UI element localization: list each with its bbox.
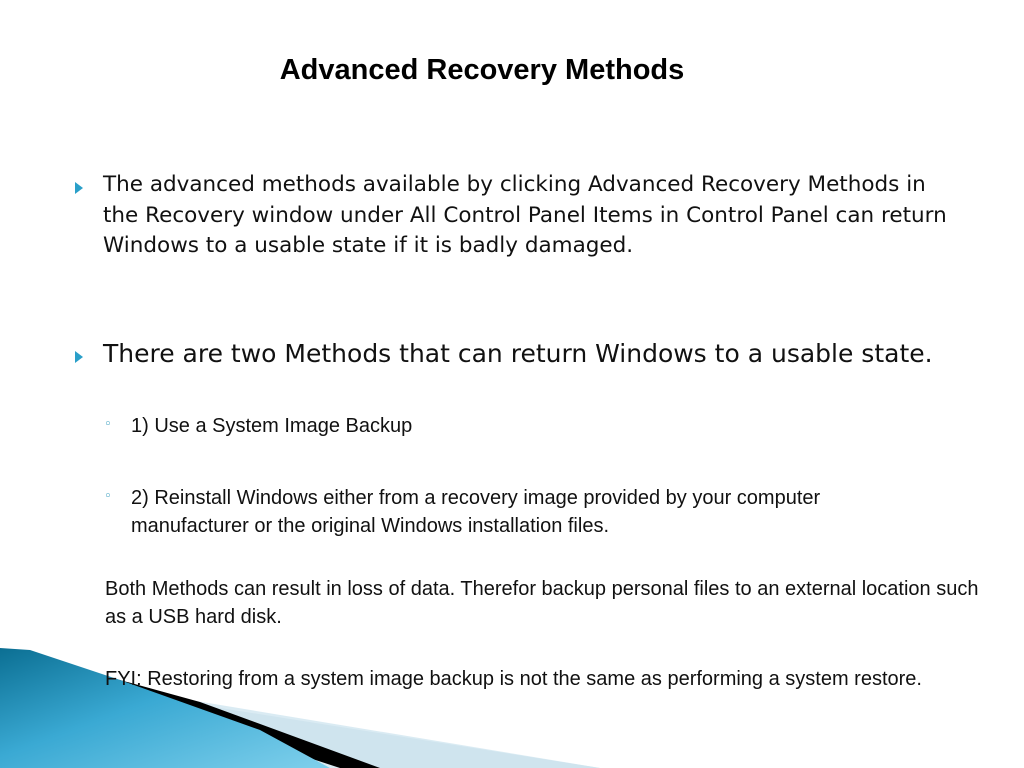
note-paragraph: Both Methods can result in loss of data. Therefor backup personal files to an external location such as a USB hard disk.: [105, 578, 979, 628]
note-paragraph: FYI: Restoring from a system image backup is not the same as performing a system restore.: [105, 668, 922, 690]
hollow-circle-icon: ◦: [104, 417, 112, 432]
hollow-circle-icon: ◦: [104, 489, 112, 504]
bullet-text: The advanced methods available by clicking Advanced Recovery Methods in the Recovery window under All Control Panel Items in Control Panel can return Windows to a usable state if it is badly damaged.: [103, 172, 947, 258]
bullet-text: There are two Methods that can return Windows to a usable state.: [103, 339, 933, 368]
sub-bullet-text: 1) Use a System Image Backup: [131, 415, 413, 437]
slide-title: Advanced Recovery Methods: [279, 54, 685, 86]
sub-bullet-text: 2) Reinstall Windows either from a recovery image provided by your computer manufacturer or the original Windows installation files.: [131, 487, 821, 537]
